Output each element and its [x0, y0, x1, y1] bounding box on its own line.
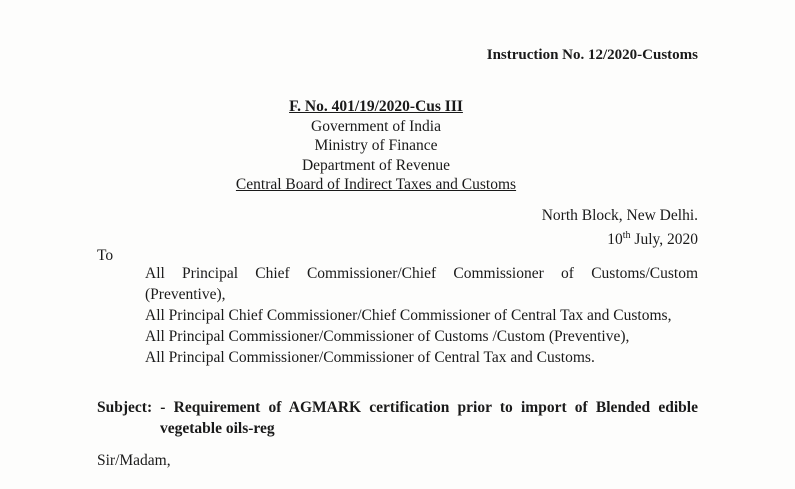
addressee-line: All Principal Commissioner/Commissioner of Central Tax and Customs. [145, 349, 595, 366]
instruction-number: Instruction No. 12/2020-Customs [486, 47, 698, 63]
salutation: Sir/Madam, [97, 452, 171, 469]
addressee-line: All Principal Commissioner/Commissioner of Customs /Custom (Preventive), [145, 328, 630, 345]
header-line-government: Government of India [311, 117, 441, 135]
date-day-suffix: th [622, 229, 631, 241]
subject-line-1: Subject: - Requirement of AGMARK certification prior to import of Blended edible [97, 399, 698, 416]
place-and-date [542, 206, 698, 249]
file-number: F. No. 401/19/2020-Cus III [289, 98, 463, 115]
subject [97, 397, 698, 439]
date-day: 10 [607, 230, 623, 248]
letter-header [205, 97, 547, 195]
addressee-line: All Principal Chief Commissioner/Chief Commissioner of Customs/Custom [145, 265, 698, 282]
addressee-line: (Preventive), [145, 286, 226, 303]
place: North Block, New Delhi. [541, 207, 698, 224]
subject-line-2: vegetable oils-reg [160, 420, 275, 437]
addressee-list [145, 263, 698, 368]
header-line-department: Department of Revenue [301, 156, 451, 174]
date-month-year: July, 2020 [630, 230, 698, 248]
addressee-line: All Principal Chief Commissioner/Chief Commissioner of Central Tax and Customs, [145, 307, 672, 324]
header-line-ministry: Ministry of Finance [314, 137, 438, 154]
date [542, 226, 698, 250]
header-line-board: Central Board of Indirect Taxes and Customs [235, 176, 517, 193]
to-label: To [97, 247, 114, 264]
